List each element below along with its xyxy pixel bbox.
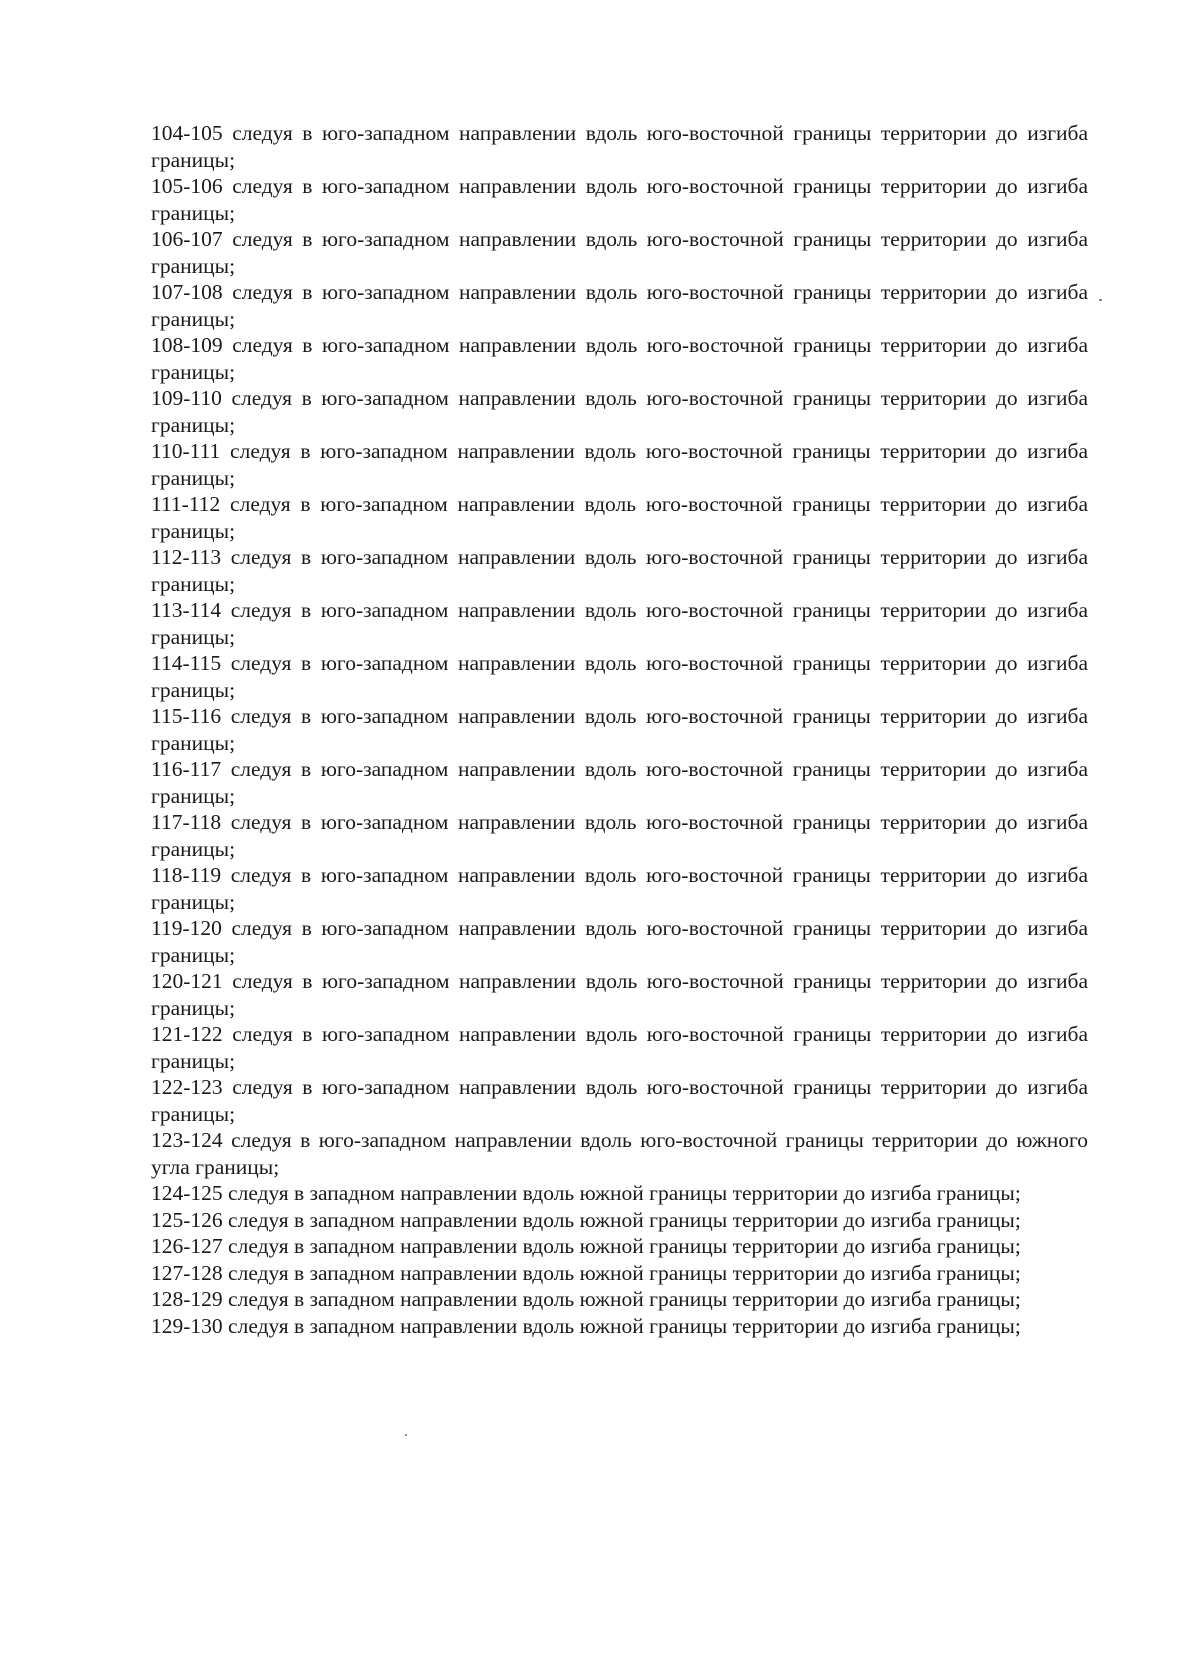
segment-number: 105-106 bbox=[151, 174, 223, 198]
segment-number: 111-112 bbox=[151, 492, 221, 516]
boundary-entry bbox=[151, 279, 1088, 332]
segment-description: следуя в юго-западном направлении вдоль юго-восточной границы территории до изгиба границы; bbox=[151, 227, 1088, 278]
segment-description: следуя в западном направлении вдоль южной границы территории до изгиба границы; bbox=[228, 1234, 1021, 1258]
boundary-entry bbox=[151, 1127, 1088, 1180]
boundary-entry bbox=[151, 1286, 1088, 1313]
boundary-entry bbox=[151, 703, 1088, 756]
segment-number: 119-120 bbox=[151, 916, 222, 940]
segment-number: 129-130 bbox=[151, 1313, 223, 1338]
segment-description: следуя в западном направлении вдоль южной границы территории до изгиба границы; bbox=[228, 1260, 1021, 1285]
segment-number: 121-122 bbox=[151, 1022, 223, 1046]
boundary-entry bbox=[151, 544, 1088, 597]
boundary-entry bbox=[151, 491, 1088, 544]
segment-description: следуя в юго-западном направлении вдоль юго-восточной границы территории до изгиба границы; bbox=[151, 333, 1088, 384]
boundary-entry bbox=[151, 1180, 1088, 1207]
segment-description: следуя в юго-западном направлении вдоль юго-восточной границы территории до изгиба границы; bbox=[151, 492, 1088, 543]
segment-number: 126-127 bbox=[151, 1234, 223, 1258]
segment-number: 104-105 bbox=[151, 121, 223, 145]
boundary-entry bbox=[151, 332, 1088, 385]
boundary-entry bbox=[151, 173, 1088, 226]
segment-description: следуя в юго-западном направлении вдоль юго-восточной границы территории до изгиба границы; bbox=[151, 439, 1088, 490]
segment-number: 108-109 bbox=[151, 333, 223, 357]
boundary-entry bbox=[151, 385, 1088, 438]
segment-description: следуя в юго-западном направлении вдоль юго-восточной границы территории до южного угла границы; bbox=[151, 1128, 1089, 1179]
segment-number: 112-113 bbox=[151, 545, 222, 569]
boundary-entry bbox=[151, 1021, 1088, 1074]
segment-description: следуя в юго-западном направлении вдоль юго-восточной границы территории до изгиба границы; bbox=[151, 545, 1088, 596]
scan-speck bbox=[405, 1434, 407, 1436]
segment-description: следуя в юго-западном направлении вдоль юго-восточной границы территории до изгиба границы; bbox=[151, 386, 1088, 437]
segment-description: следуя в юго-западном направлении вдоль юго-восточной границы территории до изгиба границы; bbox=[151, 651, 1088, 702]
segment-number: 125-126 bbox=[151, 1207, 223, 1232]
segment-number: 127-128 bbox=[151, 1260, 223, 1285]
boundary-entry bbox=[151, 756, 1088, 809]
segment-description: следуя в юго-западном направлении вдоль юго-восточной границы территории до изгиба границы; bbox=[151, 174, 1088, 225]
boundary-entry bbox=[151, 862, 1088, 915]
segment-number: 118-119 bbox=[151, 863, 222, 887]
segment-description: следуя в юго-западном направлении вдоль юго-восточной границы территории до изгиба границы; bbox=[151, 916, 1088, 967]
scan-speck bbox=[1099, 299, 1102, 301]
segment-description: следуя в юго-западном направлении вдоль юго-восточной границы территории до изгиба границы; bbox=[151, 757, 1088, 808]
boundary-description-list bbox=[151, 120, 1088, 1339]
segment-number: 114-115 bbox=[151, 651, 222, 675]
segment-description: следуя в юго-западном направлении вдоль юго-восточной границы территории до изгиба границы; bbox=[151, 810, 1088, 861]
boundary-entry bbox=[151, 915, 1088, 968]
segment-description: следуя в юго-западном направлении вдоль юго-восточной границы территории до изгиба границы; bbox=[151, 863, 1088, 914]
boundary-entry bbox=[151, 650, 1088, 703]
segment-description: следуя в юго-западном направлении вдоль юго-восточной границы территории до изгиба границы; bbox=[151, 280, 1088, 331]
boundary-entry bbox=[151, 597, 1088, 650]
segment-number: 115-116 bbox=[151, 704, 222, 728]
segment-number: 124-125 bbox=[151, 1181, 223, 1205]
boundary-entry bbox=[151, 968, 1088, 1021]
segment-description: следуя в юго-западном направлении вдоль юго-восточной границы территории до изгиба границы; bbox=[151, 598, 1088, 649]
boundary-entry bbox=[151, 1074, 1088, 1127]
segment-number: 113-114 bbox=[151, 598, 222, 622]
boundary-entry bbox=[151, 1233, 1088, 1260]
segment-number: 109-110 bbox=[151, 386, 222, 410]
segment-number: 106-107 bbox=[151, 227, 223, 251]
boundary-entry bbox=[151, 1207, 1088, 1234]
segment-number: 128-129 bbox=[151, 1287, 223, 1311]
segment-number: 120-121 bbox=[151, 969, 223, 993]
segment-description: следуя в юго-западном направлении вдоль юго-восточной границы территории до изгиба границы; bbox=[151, 1022, 1088, 1073]
segment-number: 117-118 bbox=[151, 810, 222, 834]
segment-description: следуя в западном направлении вдоль южной границы территории до изгиба границы; bbox=[228, 1313, 1021, 1338]
segment-description: следуя в западном направлении вдоль южной границы территории до изгиба границы; bbox=[228, 1287, 1021, 1311]
boundary-entry bbox=[151, 1313, 1088, 1340]
segment-number: 107-108 bbox=[151, 280, 223, 304]
boundary-entry bbox=[151, 226, 1088, 279]
segment-description: следуя в юго-западном направлении вдоль юго-восточной границы территории до изгиба границы; bbox=[151, 969, 1088, 1020]
boundary-entry bbox=[151, 438, 1088, 491]
segment-description: следуя в юго-западном направлении вдоль юго-восточной границы территории до изгиба границы; bbox=[151, 121, 1088, 172]
segment-description: следуя в юго-западном направлении вдоль юго-восточной границы территории до изгиба границы; bbox=[151, 704, 1088, 755]
segment-number: 110-111 bbox=[151, 439, 221, 463]
segment-description: следуя в юго-западном направлении вдоль юго-восточной границы территории до изгиба границы; bbox=[151, 1075, 1088, 1126]
segment-number: 116-117 bbox=[151, 757, 222, 781]
segment-number: 122-123 bbox=[151, 1075, 223, 1099]
segment-description: следуя в западном направлении вдоль южной границы территории до изгиба границы; bbox=[228, 1181, 1021, 1205]
boundary-entry bbox=[151, 1260, 1088, 1287]
segment-description: следуя в западном направлении вдоль южной границы территории до изгиба границы; bbox=[228, 1207, 1021, 1232]
boundary-entry bbox=[151, 809, 1088, 862]
segment-number: 123-124 bbox=[151, 1128, 223, 1152]
boundary-entry bbox=[151, 120, 1088, 173]
